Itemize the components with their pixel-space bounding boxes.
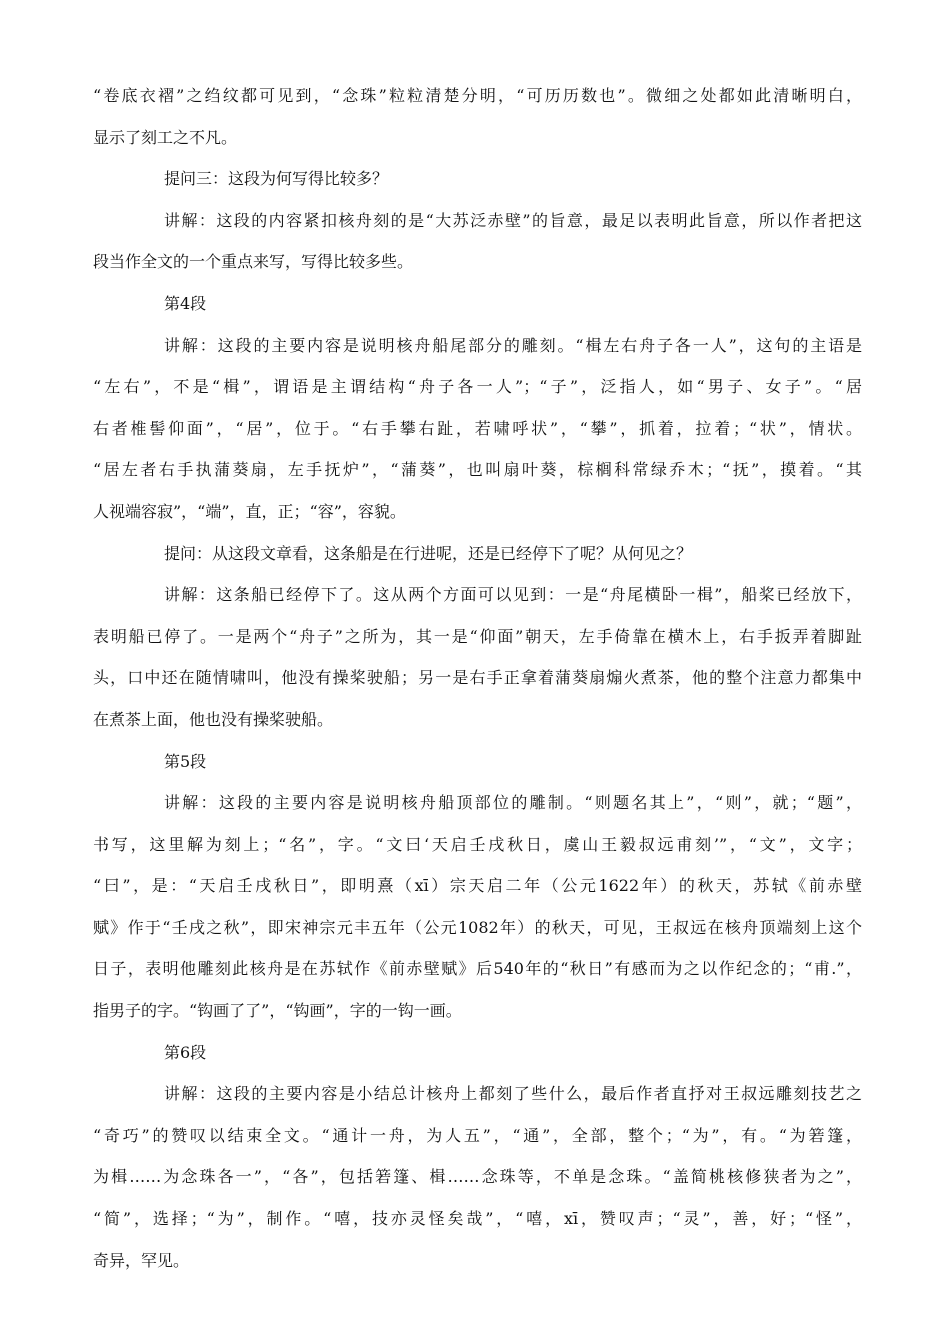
text-line: 讲解：这段的主要内容是说明核舟船顶部位的雕制。“则题名其上”，“则”，就；“题”， (164, 793, 862, 813)
text-line: 奇异，罕见。 (93, 1250, 190, 1270)
text-line: 讲解：这段的主要内容是说明核舟船尾部分的雕刻。“楫左右舟子各一人”，这句的主语是 (164, 335, 862, 355)
text-line: 指男子的字。“钩画了了”，“钩画”，字的一钩一画。 (93, 1001, 462, 1021)
text-line: “卷底衣褶”之绉纹都可见到，“念珠”粒粒清楚分明，“可历历数也”。微细之处都如此清晰明白， (93, 86, 862, 105)
text-line: 头，口中还在随情啸叫，他没有操桨驶船；另一是右手正拿着蒲葵扇煽火煮茶，他的整个注意力都集中 (93, 668, 862, 688)
text-line: 日子，表明他雕刻此核舟是在苏轼作《前赤壁赋》后540年的“秋日”有感而为之以作纪念的；“甫.”， (93, 959, 862, 979)
document-body (93, 86, 862, 1271)
text-line: “曰”，是：“天启壬戌秋日”，即明熹（xī）宗天启二年（公元1622年）的秋天，苏轼《前赤壁 (93, 876, 862, 896)
text-line: 段当作全文的一个重点来写，写得比较多些。 (93, 252, 414, 272)
text-line: 书写，这里解为刻上；“名”，字。“文曰‘天启壬戌秋日，虞山王毅叔远甫刻’”，“文”，文字； (93, 834, 862, 854)
text-line: 第4段 (164, 293, 207, 313)
text-line: 提问三：这段为何写得比较多？ (164, 169, 389, 189)
text-line: 赋》作于“壬戌之秋”，即宋神宗元丰五年（公元1082年）的秋天，可见，王叔远在核舟顶端刻上这个 (93, 917, 862, 937)
text-line: 提问：从这段文章看，这条船是在行进呢，还是已经停下了呢？从何见之？ (164, 543, 693, 563)
text-line: “简”，选择；“为”，制作。“嘻，技亦灵怪矣哉”，“嘻，xī，赞叹声；“灵”，善，好；“怪”， (93, 1209, 862, 1229)
text-line: “左右”，不是“楫”，谓语是主谓结构“舟子各一人”；“子”，泛指人，如“男子、女子”。“居 (93, 377, 862, 397)
text-line: 第5段 (164, 751, 207, 771)
text-line: 显示了刻工之不凡。 (93, 127, 238, 147)
text-line: 讲解：这条船已经停下了。这从两个方面可以见到：一是“舟尾横卧一楫”，船桨已经放下， (164, 585, 862, 605)
text-line: 人视端容寂”，“端”，直，正；“容”，容貌。 (93, 501, 406, 521)
text-line: 讲解：这段的主要内容是小结总计核舟上都刻了些什么，最后作者直抒对王叔远雕刻技艺之 (164, 1084, 862, 1104)
text-line: 为楫……为念珠各一”，“各”，包括箬篷、楫……念珠等，不单是念珠。“盖简桃核修狭者为之”， (93, 1167, 862, 1187)
text-line: “奇巧”的赞叹以结束全文。“通计一舟，为人五”，“通”，全部，整个；“为”，有。“为箬篷， (93, 1125, 862, 1145)
text-line: 在煮茶上面，他也没有操桨驶船。 (93, 709, 334, 729)
text-line: 第6段 (164, 1042, 207, 1062)
text-line: 表明船已停了。一是两个“舟子”之所为，其一是“仰面”朝天，左手倚靠在横木上，右手扳弄着脚趾 (93, 626, 862, 646)
text-line: “居左者右手执蒲葵扇，左手抚炉”，“蒲葵”，也叫扇叶葵，棕榈科常绿乔木；“抚”，摸着。“其 (93, 460, 862, 480)
text-line: 右者椎髻仰面”，“居”，位于。“右手攀右趾，若啸呼状”，“攀”，抓着，拉着；“状”，情状。 (93, 418, 862, 438)
text-line: 讲解：这段的内容紧扣核舟刻的是“大苏泛赤壁”的旨意，最足以表明此旨意，所以作者把这 (164, 210, 862, 230)
